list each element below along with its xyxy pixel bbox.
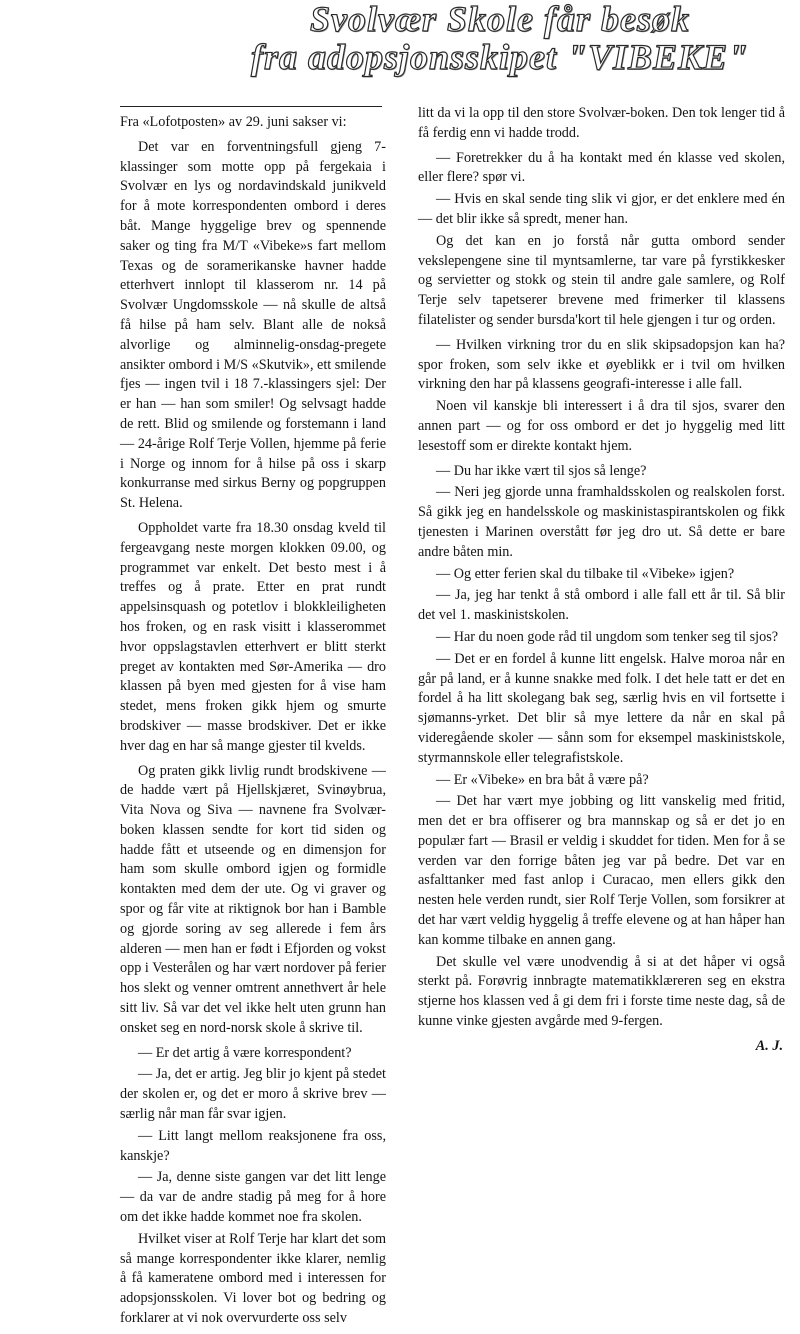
dialogue-line: — Det er en fordel å kunne litt engelsk. Halve moroa når en går på land, er å kunne snakke med folk. I det hele tatt er det en fordel å ha litt skolegang bak seg, særlig hvis en vil fortsette i sjømanns-yrket. Det blir så mye lettere da når en skal på videregående skoler — sånn som for eksempel maskinistskole, styrmannskole eller telegrafistskole. bbox=[418, 650, 785, 766]
headline bbox=[205, 0, 795, 76]
dialogue-line: — Har du noen gode råd til ungdom som tenker seg til sjos? bbox=[436, 628, 779, 645]
paragraph: Oppholdet varte fra 18.30 onsdag kveld til fergeavgang neste morgen klokken 09.00, og programmet var enkelt. Det besto mest i å treffes og å prate. Etter en prat rundt appelsinsquash og potetlov i blokkleiligheten hos froken, og en rask visitt i klasserommet hvor oppslagstavlen etterhvert er blitt sterkt preget av kontakten med Sør-Amerika — dro klassen på byen med gjesten for å vise ham stedet, mens froken gikk hjem og smurte brodskiver — masse brodskiver. Det er ikke hver dag en har så mange gjester til kvelds. bbox=[120, 519, 386, 754]
paragraph: Og praten gikk livlig rundt brodskivene — de hadde vært på Hjellskjæret, Svinøybrua, Vita Nova og Siva — navnene fra Svolvær-boken klassen sendte for kort tid siden og hadde fått et utseende og en dimensjon for ham som skulle ombord igjen og formidle kontakten med dem der ute. Og vi graver og spor og får vite at riktignok bor han i Bamble og gjorde soring av seg allerede i fem års alderen — men han er født i Efjorden og vokst opp i Vesterålen og har vært nordover på ferier hos slekt og venner omtrent annethvert år hele sitt liv. Så var det vel ikke helt uten grunn han onsket seg en nord-norsk skole å skrive til. bbox=[120, 762, 386, 1036]
source-line: Fra «Lofotposten» av 29. juni sakser vi: bbox=[120, 114, 347, 130]
dialogue-line: — Ja, denne siste gangen var det litt lenge — da var de andre stadig på meg for å hore om det ikke hadde kommet noe fra skolen. bbox=[120, 1169, 386, 1226]
paragraph: Og det kan en jo forstå når gutta ombord sender vekslepengene sine til myntsamlerne, tar vare på fyrstikkesker og servietter og stokk og stein til andre gale samlere, og Rolf Terje selv tapetserer brevene med frimerker til klassens filatelister og sender bursda'kort til hele gjengen i tur og orden. bbox=[418, 232, 785, 328]
dialogue-line: — Hvis en skal sende ting slik vi gjor, er det enklere med én — det blir ikke så spredt, mener han. bbox=[418, 191, 785, 227]
dialogue-line: — Du har ikke vært til sjos så lenge? bbox=[436, 462, 647, 479]
paragraph: Noen vil kanskje bli interessert i å dra til sjos, svarer den annen part — og for oss ombord er det jo hyggelig med litt lesestoff som er direkte kontakt hjem. bbox=[418, 398, 785, 454]
dialogue-line: — Litt langt mellom reaksjonene fra oss, kanskje? bbox=[120, 1127, 386, 1164]
paragraph: Det var en forventningsfull gjeng 7-klassinger som motte opp på fergekaia i Svolvær en lys og nordavindskald junikveld for å mote korrespondenten ombord i deres båt. Mange hyggelige brev og spennende saker og ting fra M/T «Vibeke»s fart mellom Texas og de soramerikanske havner hadde etterhvert innlopt til klasserom nr. 14 på Svolvær Ungdomsskole — nå skulle de altså få hilse på ham selv. Blant alle de nokså alvorlige og alminnelig-onsdag-pregete ansikter ombord i M/S «Skutvik», ett smilende fjes — ingen tvil i 18 7.-klassingers sjel: Der er han — han som smiler! Og selvsagt hadde de rett. Blid og smilende og forstemann i land — 24-årige Rolf Terje Vollen, hjemme på ferie i Norge og innom for å hilse på oss i skarp konkurranse med sirkus Berny og popgruppen St. Helena. bbox=[120, 138, 387, 512]
dialogue-line: — Hvilken virkning tror du en slik skipsadopsjon kan ha? spor froken, som selv ikke et øyeblikk er i tvil om hvilken virkning den har på klassens geografi-interesse i alle fall. bbox=[418, 336, 785, 393]
dialogue-line: — Er det artig å være korrespondent? bbox=[138, 1044, 352, 1061]
paragraph: Hvilket viser at Rolf Terje har klart det som så mange korrespondenter ikke klarer, nemlig å få kameratene ombord med i interessen for adopsjonsskolen. Vi lover bot og bedring og forklarer at vi nok overvurderte oss selv bbox=[120, 1230, 386, 1327]
left-column bbox=[120, 113, 386, 1334]
dialogue-line: — Det har vært mye jobbing og litt vanskelig med fritid, men det er bra offiserer og bra mannskap og så er det jo en populær fart — Brasil er veldig i skuddet for tiden. Men for å se verden var den forrige båten jeg var på bedre. Det var en asfalttanker med fast anlop i Curacao, men ellers gikk den nesten hele verden rundt, sier Rolf Terje Vollen, som forsikrer at det har vært veldig hyggelig å treffe elevene og at han håper han kan komme tilbake en annen gang. bbox=[418, 793, 785, 948]
headline-line-1: Svolvær Skole får besøk bbox=[310, 0, 690, 39]
author-signature: A. J. bbox=[755, 1037, 783, 1054]
dialogue-line: — Og etter ferien skal du tilbake til «Vibeke» igjen? bbox=[436, 565, 735, 582]
paragraph: Det skulle vel være unodvendig å si at det håper vi også sterkt på. Forøvrig innbragte matematikklæreren seg en ekstra stjerne hos klassen ved å gi dem fri i forste time neste dag, så de kunne vinke gjesten avgårde med 9-fergen. bbox=[418, 953, 785, 1030]
headline-line-2: fra adopsjonsskipet "VIBEKE" bbox=[250, 37, 750, 77]
dialogue-line: — Ja, det er artig. Jeg blir jo kjent på stedet der skolen er, og det er moro å skrive brev — særlig når man får svar igjen. bbox=[120, 1066, 386, 1123]
dialogue-line: — Foretrekker du å ha kontakt med én klasse ved skolen, eller flere? spør vi. bbox=[418, 149, 785, 186]
header-rule bbox=[120, 106, 382, 107]
paragraph-continued: litt da vi la opp til den store Svolvær-boken. Den tok lenger tid å få ferdig enn vi hadde trodd. bbox=[418, 105, 785, 141]
right-column bbox=[418, 104, 785, 1062]
dialogue-line: — Ja, jeg har tenkt å stå ombord i alle fall ett år til. Så blir det vel 1. maskinistskolen. bbox=[418, 587, 785, 624]
dialogue-line: — Neri jeg gjorde unna framhaldsskolen og realskolen forst. Så gikk jeg en handelsskole og maskinistaspirantskolen og fikk tjenesten i Marinen overstått før jeg dro ut. Så dette er bare andre båten min. bbox=[418, 484, 785, 560]
dialogue-line: — Er «Vibeke» en bra båt å være på? bbox=[436, 771, 649, 788]
